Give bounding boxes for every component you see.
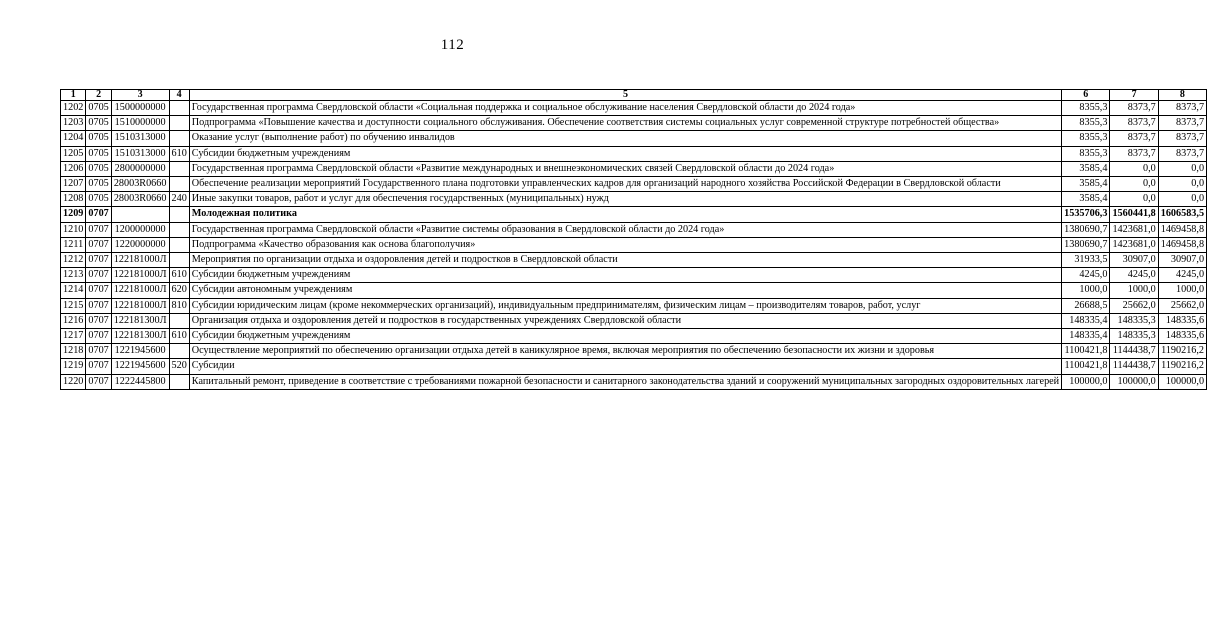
amount-2024-cell: 1190216,2 <box>1158 344 1206 359</box>
table-header-row <box>61 90 1207 101</box>
target-article-cell: 122181000Л <box>111 253 169 268</box>
expense-type-cell <box>169 131 189 146</box>
amount-2022-cell: 4245,0 <box>1062 268 1110 283</box>
row-number-cell: 1210 <box>61 222 86 237</box>
amount-2023-cell: 148335,3 <box>1110 313 1158 328</box>
table-row <box>61 146 1207 161</box>
amount-2022-cell: 8355,3 <box>1062 131 1110 146</box>
header-col-4: 4 <box>169 90 189 101</box>
target-article-cell: 122181000Л <box>111 283 169 298</box>
amount-2022-cell: 1535706,3 <box>1062 207 1110 222</box>
amount-2022-cell: 100000,0 <box>1062 374 1110 389</box>
table-row <box>61 177 1207 192</box>
amount-2024-cell: 1606583,5 <box>1158 207 1206 222</box>
table-row <box>61 237 1207 252</box>
name-cell: Иные закупки товаров, работ и услуг для обеспечения государственных (муниципальных) нужд <box>189 192 1061 207</box>
table-row <box>61 298 1207 313</box>
expense-type-cell <box>169 253 189 268</box>
table-row <box>61 101 1207 116</box>
expense-type-cell <box>169 344 189 359</box>
amount-2022-cell: 1100421,8 <box>1062 344 1110 359</box>
amount-2024-cell: 8373,7 <box>1158 101 1206 116</box>
name-cell: Субсидии юридическим лицам (кроме некоммерческих организаций), индивидуальным предпринимателям, физическим лицам – производителям товаров, работ, услуг <box>189 298 1061 313</box>
table-row <box>61 283 1207 298</box>
name-cell: Оказание услуг (выполнение работ) по обучению инвалидов <box>189 131 1061 146</box>
row-number-cell: 1205 <box>61 146 86 161</box>
expense-type-cell <box>169 116 189 131</box>
target-article-cell: 1222445800 <box>111 374 169 389</box>
amount-2023-cell: 1560441,8 <box>1110 207 1158 222</box>
name-cell: Мероприятия по организации отдыха и оздоровления детей и подростков в Свердловской области <box>189 253 1061 268</box>
header-col-8: 8 <box>1158 90 1206 101</box>
header-col-2: 2 <box>86 90 111 101</box>
header-col-5: 5 <box>189 90 1061 101</box>
amount-2023-cell: 8373,7 <box>1110 101 1158 116</box>
section-code-cell: 0707 <box>86 237 111 252</box>
amount-2022-cell: 8355,3 <box>1062 116 1110 131</box>
row-number-cell: 1218 <box>61 344 86 359</box>
row-number-cell: 1220 <box>61 374 86 389</box>
target-article-cell: 1510000000 <box>111 116 169 131</box>
target-article-cell: 1200000000 <box>111 222 169 237</box>
name-cell: Субсидии бюджетным учреждениям <box>189 146 1061 161</box>
amount-2023-cell: 1423681,0 <box>1110 222 1158 237</box>
name-cell: Организация отдыха и оздоровления детей и подростков в государственных учреждениях Свердловской области <box>189 313 1061 328</box>
amount-2023-cell: 1144438,7 <box>1110 344 1158 359</box>
target-article-cell: 1510313000 <box>111 146 169 161</box>
target-article-cell: 28003R0660 <box>111 192 169 207</box>
amount-2024-cell: 100000,0 <box>1158 374 1206 389</box>
amount-2022-cell: 3585,4 <box>1062 192 1110 207</box>
table-row <box>61 161 1207 176</box>
expense-type-cell <box>169 161 189 176</box>
section-code-cell: 0705 <box>86 146 111 161</box>
row-number-cell: 1208 <box>61 192 86 207</box>
amount-2023-cell: 148335,3 <box>1110 329 1158 344</box>
amount-2022-cell: 148335,4 <box>1062 329 1110 344</box>
section-code-cell: 0705 <box>86 101 111 116</box>
amount-2022-cell: 1380690,7 <box>1062 222 1110 237</box>
table-row <box>61 253 1207 268</box>
expense-type-cell <box>169 207 189 222</box>
amount-2024-cell: 1469458,8 <box>1158 222 1206 237</box>
name-cell: Субсидии <box>189 359 1061 374</box>
expense-type-cell <box>169 101 189 116</box>
expense-type-cell <box>169 237 189 252</box>
amount-2024-cell: 1000,0 <box>1158 283 1206 298</box>
amount-2024-cell: 25662,0 <box>1158 298 1206 313</box>
amount-2024-cell: 4245,0 <box>1158 268 1206 283</box>
amount-2023-cell: 1423681,0 <box>1110 237 1158 252</box>
row-number-cell: 1215 <box>61 298 86 313</box>
section-code-cell: 0707 <box>86 253 111 268</box>
table-row <box>61 374 1207 389</box>
target-article-cell: 2800000000 <box>111 161 169 176</box>
expense-type-cell: 610 <box>169 268 189 283</box>
name-cell: Субсидии бюджетным учреждениям <box>189 268 1061 283</box>
amount-2024-cell: 30907,0 <box>1158 253 1206 268</box>
amount-2024-cell: 0,0 <box>1158 177 1206 192</box>
row-number-cell: 1216 <box>61 313 86 328</box>
name-cell: Капитальный ремонт, приведение в соответствие с требованиями пожарной безопасности и санитарного законодательства зданий и сооружений муниципальных загородных оздоровительных лагерей <box>189 374 1061 389</box>
amount-2022-cell: 3585,4 <box>1062 161 1110 176</box>
amount-2024-cell: 148335,6 <box>1158 329 1206 344</box>
section-code-cell: 0705 <box>86 177 111 192</box>
expense-type-cell <box>169 374 189 389</box>
section-code-cell: 0707 <box>86 222 111 237</box>
target-article-cell: 122181300Л <box>111 329 169 344</box>
name-cell: Субсидии бюджетным учреждениям <box>189 329 1061 344</box>
budget-table <box>60 89 1207 390</box>
section-code-cell: 0707 <box>86 298 111 313</box>
row-number-cell: 1211 <box>61 237 86 252</box>
table-row <box>61 116 1207 131</box>
header-col-3: 3 <box>111 90 169 101</box>
amount-2022-cell: 1000,0 <box>1062 283 1110 298</box>
amount-2023-cell: 8373,7 <box>1110 116 1158 131</box>
section-code-cell: 0707 <box>86 359 111 374</box>
amount-2024-cell: 8373,7 <box>1158 116 1206 131</box>
target-article-cell: 1500000000 <box>111 101 169 116</box>
table-body <box>61 101 1207 390</box>
name-cell: Государственная программа Свердловской области «Развитие международных и внешнеэкономических связей Свердловской области до 2024 года» <box>189 161 1061 176</box>
section-code-cell: 0707 <box>86 207 111 222</box>
expense-type-cell: 610 <box>169 329 189 344</box>
name-cell: Подпрограмма «Повышение качества и доступности социального обслуживания. Обеспечение соответствия системы социальных услуг современной структуре потребностей общества» <box>189 116 1061 131</box>
amount-2022-cell: 26688,5 <box>1062 298 1110 313</box>
expense-type-cell: 610 <box>169 146 189 161</box>
amount-2024-cell: 8373,7 <box>1158 146 1206 161</box>
section-code-cell: 0707 <box>86 329 111 344</box>
amount-2023-cell: 100000,0 <box>1110 374 1158 389</box>
row-number-cell: 1212 <box>61 253 86 268</box>
amount-2024-cell: 8373,7 <box>1158 131 1206 146</box>
amount-2022-cell: 1380690,7 <box>1062 237 1110 252</box>
header-col-6: 6 <box>1062 90 1110 101</box>
expense-type-cell <box>169 313 189 328</box>
row-number-cell: 1219 <box>61 359 86 374</box>
section-code-cell: 0705 <box>86 192 111 207</box>
row-number-cell: 1206 <box>61 161 86 176</box>
header-col-1: 1 <box>61 90 86 101</box>
section-code-cell: 0707 <box>86 344 111 359</box>
amount-2022-cell: 8355,3 <box>1062 146 1110 161</box>
amount-2023-cell: 8373,7 <box>1110 146 1158 161</box>
name-cell: Молодежная политика <box>189 207 1061 222</box>
amount-2023-cell: 0,0 <box>1110 192 1158 207</box>
amount-2022-cell: 8355,3 <box>1062 101 1110 116</box>
section-code-cell: 0707 <box>86 268 111 283</box>
name-cell: Осуществление мероприятий по обеспечению организации отдыха детей в каникулярное время, включая мероприятия по обеспечению безопасности их жизни и здоровья <box>189 344 1061 359</box>
amount-2022-cell: 1100421,8 <box>1062 359 1110 374</box>
amount-2023-cell: 4245,0 <box>1110 268 1158 283</box>
name-cell: Субсидии автономным учреждениям <box>189 283 1061 298</box>
section-code-cell: 0705 <box>86 161 111 176</box>
section-code-cell: 0707 <box>86 283 111 298</box>
amount-2022-cell: 31933,5 <box>1062 253 1110 268</box>
amount-2022-cell: 3585,4 <box>1062 177 1110 192</box>
table-row <box>61 207 1207 222</box>
target-article-cell: 1221945600 <box>111 359 169 374</box>
expense-type-cell <box>169 222 189 237</box>
amount-2023-cell: 1000,0 <box>1110 283 1158 298</box>
amount-2024-cell: 148335,6 <box>1158 313 1206 328</box>
row-number-cell: 1203 <box>61 116 86 131</box>
amount-2023-cell: 8373,7 <box>1110 131 1158 146</box>
name-cell: Обеспечение реализации мероприятий Государственного плана подготовки управленческих кадров для организаций народного хозяйства Российской Федерации в Свердловской области <box>189 177 1061 192</box>
row-number-cell: 1207 <box>61 177 86 192</box>
name-cell: Подпрограмма «Качество образования как основа благополучия» <box>189 237 1061 252</box>
row-number-cell: 1209 <box>61 207 86 222</box>
target-article-cell: 122181000Л <box>111 268 169 283</box>
row-number-cell: 1214 <box>61 283 86 298</box>
section-code-cell: 0707 <box>86 374 111 389</box>
table-row <box>61 359 1207 374</box>
row-number-cell: 1202 <box>61 101 86 116</box>
target-article-cell: 1510313000 <box>111 131 169 146</box>
expense-type-cell <box>169 177 189 192</box>
amount-2024-cell: 0,0 <box>1158 161 1206 176</box>
target-article-cell: 122181000Л <box>111 298 169 313</box>
amount-2022-cell: 148335,4 <box>1062 313 1110 328</box>
section-code-cell: 0705 <box>86 131 111 146</box>
name-cell: Государственная программа Свердловской области «Развитие системы образования в Свердловской области до 2024 года» <box>189 222 1061 237</box>
amount-2023-cell: 30907,0 <box>1110 253 1158 268</box>
section-code-cell: 0705 <box>86 116 111 131</box>
table-row <box>61 131 1207 146</box>
header-col-7: 7 <box>1110 90 1158 101</box>
amount-2024-cell: 0,0 <box>1158 192 1206 207</box>
table-row <box>61 329 1207 344</box>
table-row <box>61 344 1207 359</box>
target-article-cell <box>111 207 169 222</box>
expense-type-cell: 520 <box>169 359 189 374</box>
table-row <box>61 313 1207 328</box>
row-number-cell: 1204 <box>61 131 86 146</box>
table-row <box>61 222 1207 237</box>
name-cell: Государственная программа Свердловской области «Социальная поддержка и социальное обслуживание населения Свердловской области до 2024 года» <box>189 101 1061 116</box>
expense-type-cell: 620 <box>169 283 189 298</box>
target-article-cell: 28003R0660 <box>111 177 169 192</box>
target-article-cell: 1221945600 <box>111 344 169 359</box>
amount-2023-cell: 0,0 <box>1110 177 1158 192</box>
amount-2023-cell: 25662,0 <box>1110 298 1158 313</box>
expense-type-cell: 810 <box>169 298 189 313</box>
page-number: 112 <box>440 37 465 53</box>
expense-type-cell: 240 <box>169 192 189 207</box>
row-number-cell: 1213 <box>61 268 86 283</box>
target-article-cell: 1220000000 <box>111 237 169 252</box>
amount-2023-cell: 0,0 <box>1110 161 1158 176</box>
section-code-cell: 0707 <box>86 313 111 328</box>
row-number-cell: 1217 <box>61 329 86 344</box>
target-article-cell: 122181300Л <box>111 313 169 328</box>
amount-2024-cell: 1190216,2 <box>1158 359 1206 374</box>
amount-2023-cell: 1144438,7 <box>1110 359 1158 374</box>
table-row <box>61 268 1207 283</box>
table-row <box>61 192 1207 207</box>
amount-2024-cell: 1469458,8 <box>1158 237 1206 252</box>
